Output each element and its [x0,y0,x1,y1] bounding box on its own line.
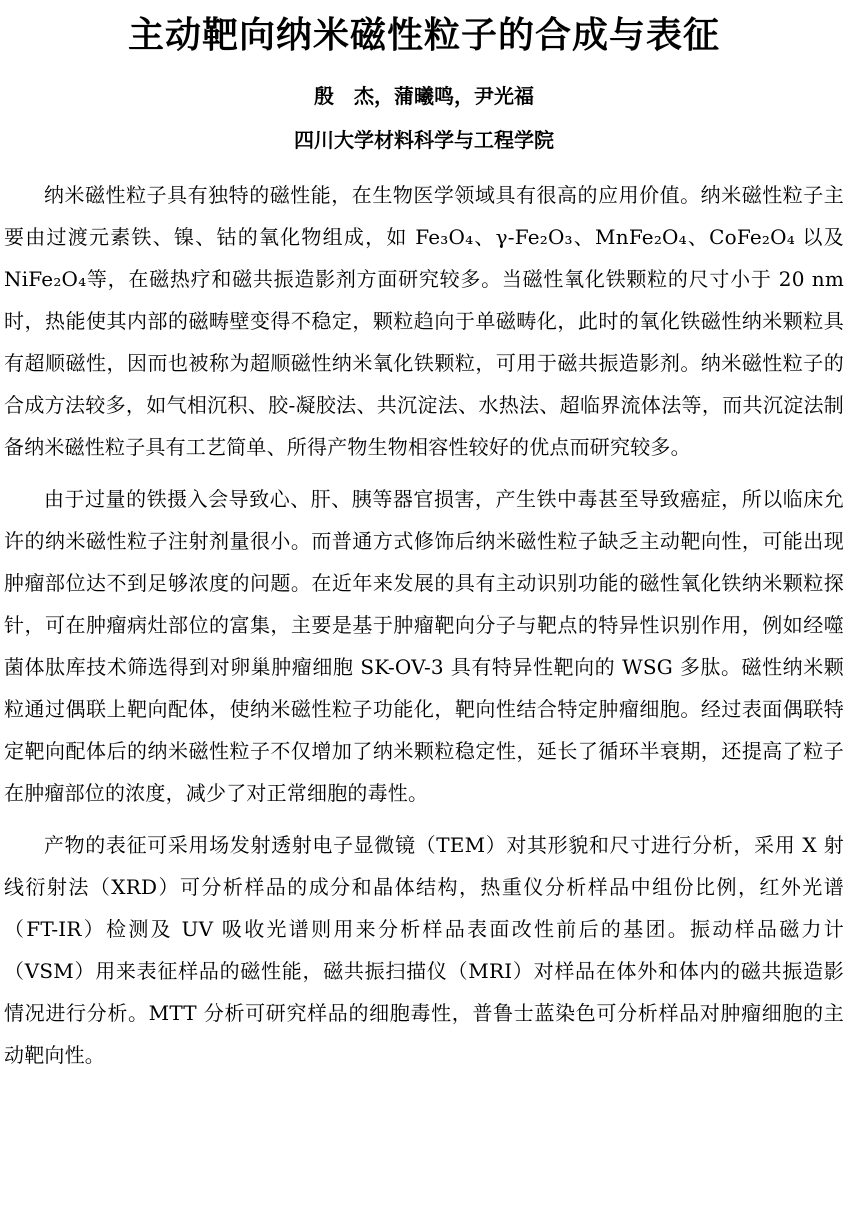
paragraph-characterization: 产物的表征可采用场发射透射电子显微镜（TEM）对其形貌和尺寸进行分析，采用 X 射线衍射法（XRD）可分析样品的成分和晶体结构，热重仪分析样品中组份比例，红外光谱（FT-IR）检测及 UV 吸收光谱则用来分析样品表面改性前后的基团。振动样品磁力计（VSM）用来表征样品的磁性能，磁共振扫描仪（MRI）对样品在体外和体内的磁共振造影情况进行分析。MTT 分析可研究样品的细胞毒性，普鲁士蓝染色可分析样品对肿瘤细胞的主动靶向性。 [4,833,844,1067]
author-list: 殷 杰，蒲曦鸣，尹光福 [314,84,534,108]
paragraph-intro: 纳米磁性粒子具有独特的磁性能，在生物医学领域具有很高的应用价值。纳米磁性粒子主要由过渡元素铁、镍、钴的氧化物组成，如 Fe₃O₄、γ-Fe₂O₃、MnFe₂O₄、CoFe₂O₄ 以及 NiFe₂O₄等，在磁热疗和磁共振造影剂方面研究较多。当磁性氧化铁颗粒的尺寸小于 20 nm 时，热能使其内部的磁畴壁变得不稳定，颗粒趋向于单磁畴化，此时的氧化铁磁性纳米颗粒具有超顺磁性，因而也被称为超顺磁性纳米氧化铁颗粒，可用于磁共振造影剂。纳米磁性粒子的合成方法较多，如气相沉积、胶-凝胶法、共沉淀法、水热法、超临界流体法等，而共沉淀法制备纳米磁性粒子具有工艺简单、所得产物生物相容性较好的优点而研究较多。 [4,183,844,459]
paper-title: 主动靶向纳米磁性粒子的合成与表征 [127,15,720,56]
paragraph-targeting: 由于过量的铁摄入会导致心、肝、胰等器官损害，产生铁中毒甚至导致癌症，所以临床允许的纳米磁性粒子注射剂量很小。而普通方式修饰后纳米磁性粒子缺乏主动靶向性，可能出现肿瘤部位达不到足够浓度的问题。在近年来发展的具有主动识别功能的磁性氧化铁纳米颗粒探针，可在肿瘤病灶部位的富集，主要是基于肿瘤靶向分子与靶点的特异性识别作用，例如经噬菌体肽库技术筛选得到对卵巢肿瘤细胞 SK-OV-3 具有特异性靶向的 WSG 多肽。磁性纳米颗粒通过偶联上靶向配体，使纳米磁性粒子功能化，靶向性结合特定肿瘤细胞。经过表面偶联特定靶向配体后的纳米磁性粒子不仅增加了纳米颗粒稳定性，延长了循环半衰期，还提高了粒子在肿瘤部位的浓度，减少了对正常细胞的毒性。 [4,487,844,805]
affiliation: 四川大学材料科学与工程学院 [294,128,554,152]
paper-body [4,174,844,1076]
